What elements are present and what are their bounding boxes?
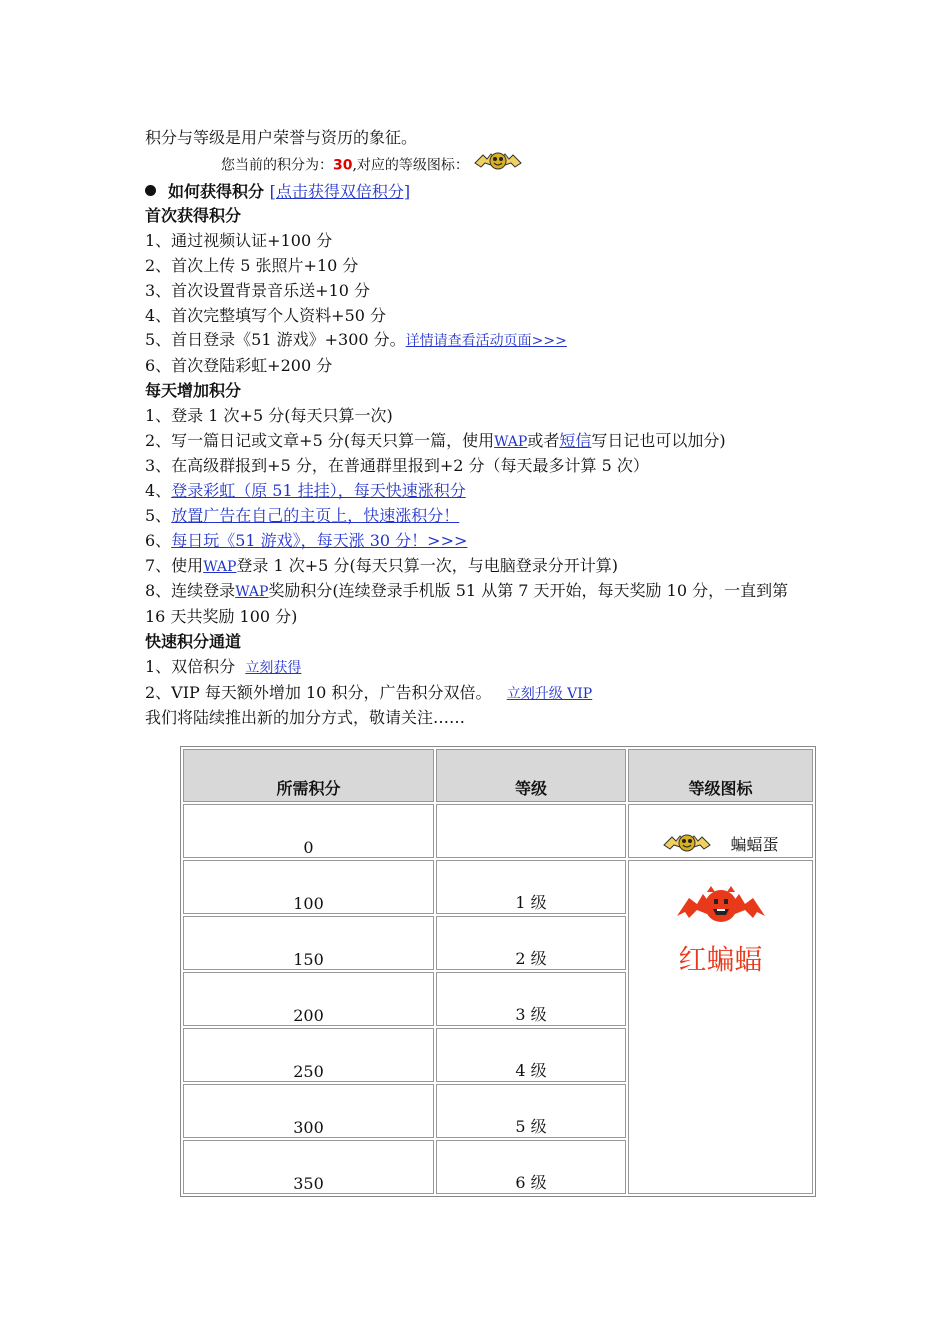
level-cell: 3 级 — [436, 972, 626, 1026]
points-cell: 0 — [183, 804, 434, 858]
level-cell — [436, 804, 626, 858]
points-cell: 300 — [183, 1084, 434, 1138]
red-bat-icon — [630, 884, 811, 932]
fast-item-1 — [145, 655, 805, 681]
wap-link-streak[interactable]: WAP — [235, 584, 269, 601]
points-cell: 350 — [183, 1140, 434, 1194]
daily-item-2-text-c: 写日记也可以加分) — [591, 430, 726, 450]
daily-item-4-num: 4、 — [145, 481, 172, 501]
upgrade-vip-link[interactable]: 立刻升级 VIP — [506, 685, 593, 702]
first-time-item-1: 1、通过视频认证+100 分 — [145, 231, 333, 251]
rainbow-login-link[interactable]: 登录彩虹（原 51 挂挂），每天快速涨积分 — [171, 481, 466, 501]
how-to-earn-heading — [145, 180, 805, 205]
fast-item-2-text: 2、VIP 每天额外增加 10 积分，广告积分双倍。 — [145, 682, 492, 702]
current-score-line — [145, 151, 805, 180]
daily-item-8-text-a: 8、连续登录 — [145, 581, 236, 601]
level-table — [180, 746, 816, 1197]
small-bat-icon — [473, 151, 523, 180]
daily-item-6-num: 6、 — [145, 530, 172, 550]
table-header-row — [183, 749, 813, 802]
first-time-item-6: 6、首次登陆彩虹+200 分 — [145, 356, 333, 376]
fast-item-1-text: 1、双倍积分 — [145, 656, 236, 676]
how-to-earn-title: 如何获得积分 — [168, 181, 265, 201]
first-time-heading: 首次获得积分 — [145, 206, 242, 226]
points-cell: 200 — [183, 972, 434, 1026]
first-time-item-2: 2、首次上传 5 张照片+10 分 — [145, 255, 359, 275]
red-bat-name: 红蝙蝠 — [678, 943, 763, 976]
activity-page-link[interactable]: 详情请查看活动页面>>> — [405, 333, 567, 350]
daily-item-5 — [145, 504, 805, 529]
daily-item-3: 3、在高级群报到+5 分，在普通群里报到+2 分（每天最多计算 5 次） — [145, 456, 649, 476]
egg-icon-cell — [628, 804, 813, 858]
daily-item-8 — [145, 579, 805, 630]
current-score-prefix: 您当前的积分为： — [221, 157, 333, 174]
level-cell: 4 级 — [436, 1028, 626, 1082]
wap-link-diary[interactable]: WAP — [494, 433, 528, 450]
daily-item-6 — [145, 529, 805, 554]
first-time-item-3: 3、首次设置背景音乐送+10 分 — [145, 280, 371, 300]
egg-name: 蝙蝠蛋 — [730, 834, 779, 854]
level-cell: 2 级 — [436, 916, 626, 970]
first-time-item-5 — [145, 328, 805, 354]
first-time-item-4: 4、首次完整填写个人资料+50 分 — [145, 305, 387, 325]
fast-channel-heading: 快速积分通道 — [145, 631, 242, 651]
fast-item-2 — [145, 681, 805, 707]
closing-line: 我们将陆续推出新的加分方式，敬请关注…… — [145, 708, 466, 728]
points-cell: 250 — [183, 1028, 434, 1082]
daily-item-2 — [145, 429, 805, 455]
header-level: 等级 — [436, 749, 626, 802]
intro-line: 积分与等级是用户荣誉与资历的象征。 — [145, 128, 418, 147]
level-cell: 5 级 — [436, 1084, 626, 1138]
place-ad-link[interactable]: 放置广告在自己的主页上，快速涨积分！ — [171, 505, 460, 525]
current-score-suffix: ,对应的等级图标： — [352, 157, 469, 174]
level-cell: 6 级 — [436, 1140, 626, 1194]
play-51-games-link[interactable]: 每日玩《51 游戏》，每天涨 30 分！>>> — [171, 530, 468, 550]
daily-item-4 — [145, 479, 805, 504]
daily-item-7-text-b: 登录 1 次+5 分(每天只算一次，与电脑登录分开计算) — [236, 555, 618, 575]
bullet-icon — [145, 185, 156, 196]
level-cell: 1 级 — [436, 860, 626, 914]
red-bat-cell — [628, 860, 813, 1194]
header-points: 所需积分 — [183, 749, 434, 802]
get-double-now-link[interactable]: 立刻获得 — [245, 659, 302, 676]
page-content — [145, 126, 805, 731]
points-cell: 100 — [183, 860, 434, 914]
daily-item-2-text-b: 或者 — [527, 430, 560, 450]
daily-item-5-num: 5、 — [145, 505, 172, 525]
daily-item-2-text-a: 2、写一篇日记或文章+5 分(每天只算一篇，使用 — [145, 430, 495, 450]
table-row — [183, 804, 813, 858]
header-icon: 等级图标 — [628, 749, 813, 802]
daily-item-7-text-a: 7、使用 — [145, 555, 204, 575]
first-time-item-5-text: 5、首日登录《51 游戏》+300 分。 — [145, 330, 406, 350]
sms-link[interactable]: 短信 — [559, 430, 592, 450]
points-cell: 150 — [183, 916, 434, 970]
daily-item-8-text-b: 奖励积分(连续登录手机版 51 从第 7 天开始，每天奖励 10 分，一直到第 16 天共奖励 100 分) — [145, 581, 789, 627]
daily-item-7 — [145, 554, 805, 580]
small-bat-icon — [662, 833, 712, 857]
table-row — [183, 860, 813, 914]
daily-heading: 每天增加积分 — [145, 380, 242, 400]
double-points-link[interactable]: [点击获得双倍积分] — [269, 181, 411, 201]
current-score-value: 30 — [333, 157, 353, 174]
daily-item-1: 1、登录 1 次+5 分(每天只算一次) — [145, 405, 393, 425]
wap-link-login[interactable]: WAP — [203, 558, 237, 575]
